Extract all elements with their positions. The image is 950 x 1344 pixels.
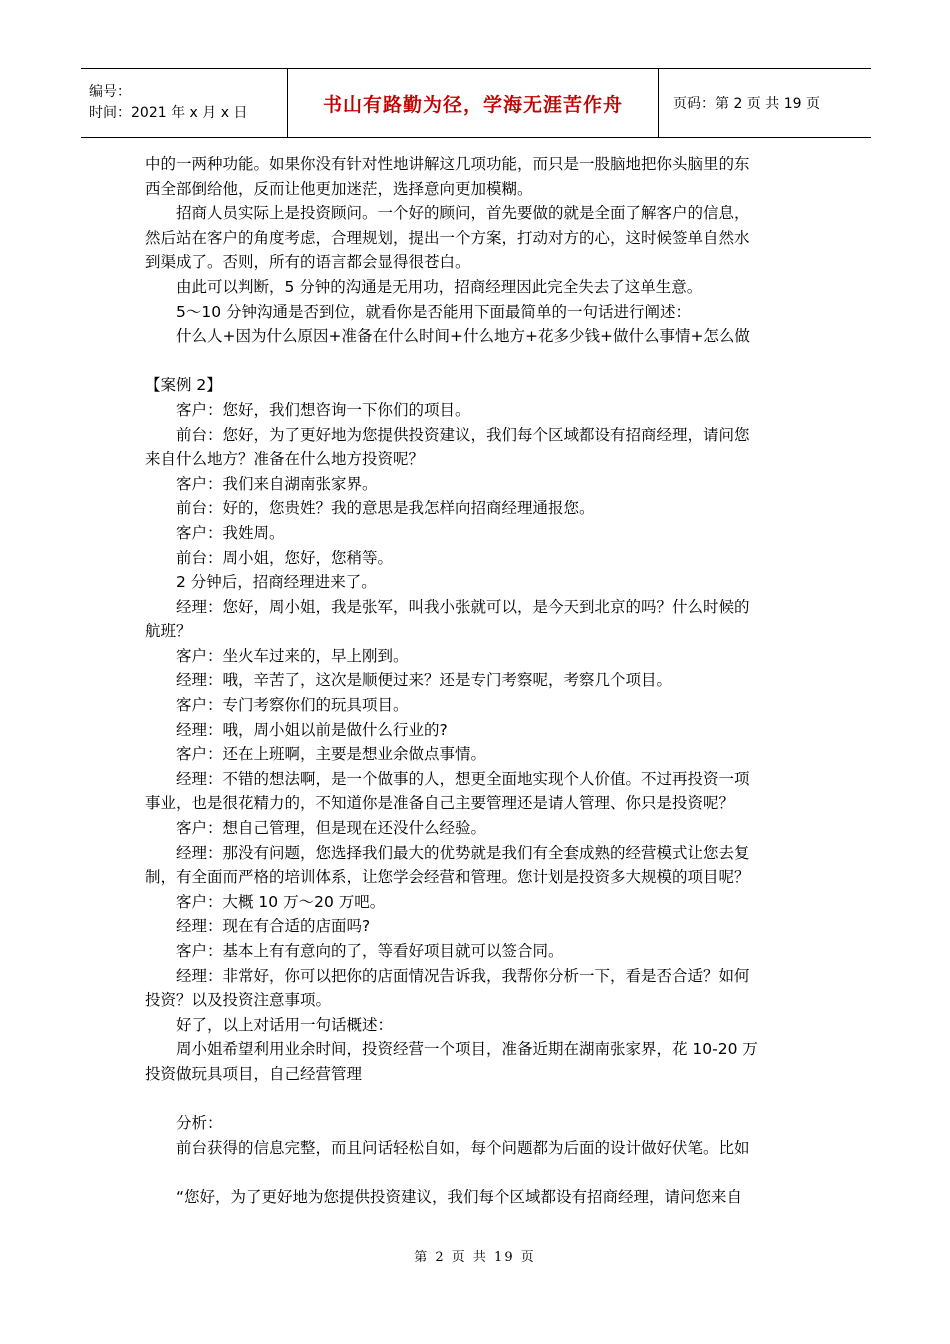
body-line: 好了，以上对话用一句话概述： bbox=[176, 1015, 394, 1034]
motto: 书山有路勤为径，学海无涯苦作舟 bbox=[322, 93, 623, 116]
blank-line bbox=[145, 349, 813, 374]
case-heading: 【案例 2】 bbox=[145, 376, 222, 395]
body-line: 到渠成了。否则，所有的语言都会显得很苍白。 bbox=[145, 253, 471, 272]
body-line: 前台：好的，您贵姓？我的意思是我怎样向招商经理通报您。 bbox=[176, 499, 595, 518]
body-line: 西全部倒给他，反而让他更加迷茫，选择意向更加模糊。 bbox=[145, 179, 533, 198]
document-body bbox=[145, 152, 813, 1210]
body-line: 前台获得的信息完整，而且问话轻松自如，每个问题都为后面的设计做好伏笔。比如 bbox=[176, 1138, 750, 1157]
body-line: 事业，也是很花精力的，不知道你是准备自己主要管理还是请人管理、你只是投资呢？ bbox=[145, 794, 735, 813]
body-line: 客户：还在上班啊，主要是想业余做点事情。 bbox=[176, 745, 487, 764]
body-line: 客户：大概 10 万～20 万吧。 bbox=[176, 892, 386, 911]
body-line: 经理：您好，周小姐，我是张军，叫我小张就可以，是今天到北京的吗？什么时候的 bbox=[176, 597, 750, 616]
body-line: 投资？以及投资注意事项。 bbox=[145, 991, 332, 1010]
body-line: 什么人+因为什么原因+准备在什么时间+什么地方+花多少钱+做什么事情+怎么做 bbox=[176, 327, 750, 346]
blank-line bbox=[145, 1087, 813, 1112]
page-number-label: 页码：第 2 页 共 19 页 bbox=[673, 96, 820, 112]
body-line: 制，有全面而严格的培训体系，让您学会经营和管理。您计划是投资多大规模的项目呢？ bbox=[145, 868, 750, 887]
body-line: 客户：专门考察你们的玩具项目。 bbox=[176, 696, 409, 715]
body-line: 经理：哦，周小姐以前是做什么行业的? bbox=[176, 720, 448, 739]
body-line: 中的一两种功能。如果你没有针对性地讲解这几项功能，而只是一股脑地把你头脑里的东 bbox=[145, 155, 750, 173]
body-line: 客户：坐火车过来的，早上刚到。 bbox=[176, 646, 409, 665]
body-line: 航班？ bbox=[145, 622, 192, 641]
body-line: 然后站在客户的角度考虑，合理规划，提出一个方案，打动对方的心，这时候签单自然水 bbox=[145, 228, 750, 247]
body-line: 客户：基本上有有意向的了，等看好项目就可以签合同。 bbox=[176, 942, 564, 960]
body-line: 由此可以判断，5 分钟的沟通是无用功，招商经理因此完全失去了这单生意。 bbox=[176, 277, 703, 296]
body-line: 周小姐希望利用业余时间，投资经营一个项目，准备近期在湖南张家界，花 10-20 万 bbox=[176, 1040, 758, 1059]
page-header bbox=[81, 68, 871, 138]
body-line: 前台：周小姐，您好，您稍等。 bbox=[176, 548, 394, 567]
body-line: 2 分钟后，招商经理进来了。 bbox=[176, 573, 377, 592]
body-line: 经理：哦，辛苦了，这次是顺便过来？还是专门考察呢，考察几个项目。 bbox=[176, 671, 673, 690]
page-footer: 第 2 页 共 19 页 bbox=[414, 1250, 536, 1265]
header-motto-cell bbox=[288, 69, 659, 137]
body-line: 来自什么地方？准备在什么地方投资呢？ bbox=[145, 450, 425, 469]
body-line: 经理：不错的想法啊，是一个做事的人，想更全面地实现个人价值。不过再投资一项 bbox=[176, 769, 750, 788]
date-label: 时间：2021 年 x 月 x 日 bbox=[89, 105, 248, 121]
header-page-cell bbox=[659, 69, 871, 137]
body-line: 5～10 分钟沟通是否到位，就看你是否能用下面最简单的一句话进行阐述： bbox=[176, 302, 692, 321]
header-meta bbox=[81, 69, 288, 137]
blank-line bbox=[145, 1160, 813, 1185]
body-line: 前台：您好，为了更好地为您提供投资建议，我们每个区域都设有招商经理，请问您 bbox=[176, 425, 750, 444]
body-line: 客户：您好，我们想咨询一下你们的项目。 bbox=[176, 400, 471, 419]
body-line: 经理：那没有问题，您选择我们最大的优势就是我们有全套成熟的经营模式让您去复 bbox=[176, 843, 750, 862]
body-line: 客户：想自己管理，但是现在还没什么经验。 bbox=[176, 819, 487, 838]
body-line: 招商人员实际上是投资顾问。一个好的顾问，首先要做的就是全面了解客户的信息， bbox=[176, 204, 750, 223]
body-line: 经理：非常好，你可以把你的店面情况告诉我，我帮你分析一下，看是否合适？如何 bbox=[176, 966, 750, 985]
body-line: “您好，为了更好地为您提供投资建议，我们每个区域都设有招商经理，请问您来自 bbox=[176, 1187, 743, 1206]
number-label: 编号： bbox=[89, 84, 131, 100]
body-line: 客户：我们来自湖南张家界。 bbox=[176, 474, 378, 493]
analysis-heading: 分析： bbox=[176, 1114, 223, 1133]
body-line: 投资做玩具项目，自己经营管理 bbox=[145, 1064, 363, 1083]
body-line: 客户：我姓周。 bbox=[176, 523, 285, 542]
body-line: 经理：现在有合适的店面吗? bbox=[176, 917, 371, 936]
